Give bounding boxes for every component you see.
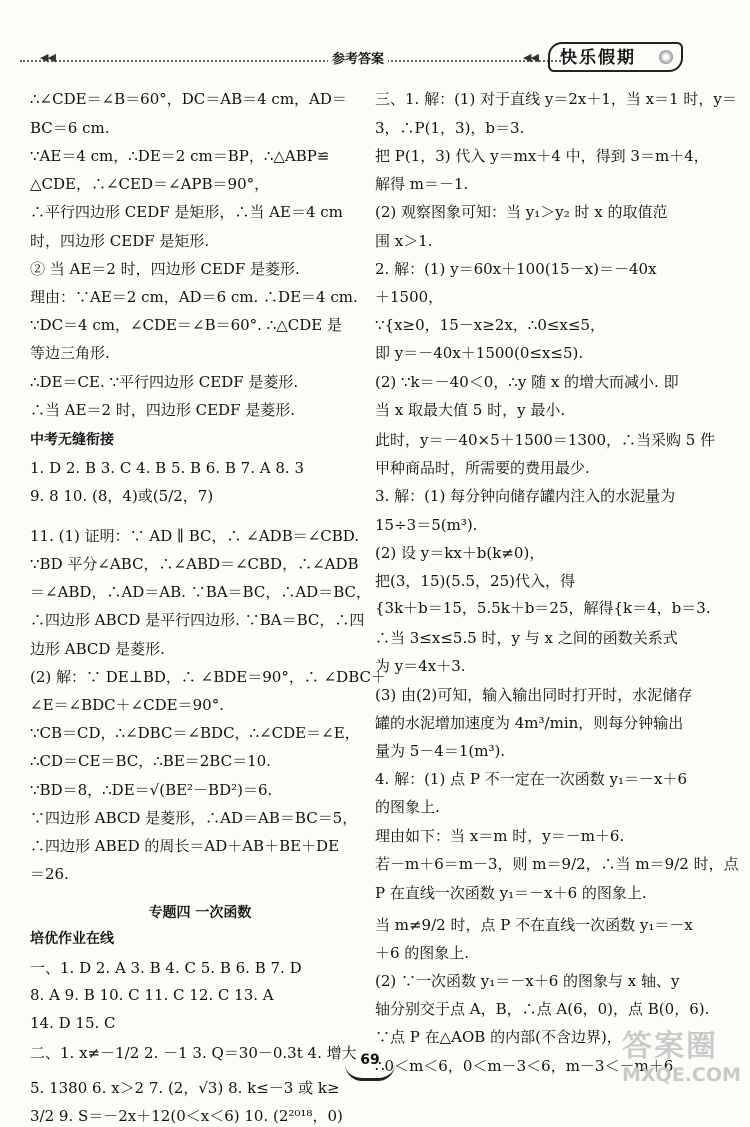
left-line: 9. 8 10. (8，4)或(5/2，7) <box>30 487 214 505</box>
left-line: ∴四边形 ABCD 是平行四边形. ∵BA＝BC，∴四 <box>30 611 365 629</box>
right-line: 轴分别交于点 A，B，∴点 A(6，0)，点 B(0，6). <box>375 1000 710 1018</box>
left-line: ∠E＝∠BDC＋∠CDE＝90°. <box>30 696 224 714</box>
right-line: P 在直线一次函数 y₁＝－x＋6 的图象上. <box>375 884 647 902</box>
left-line: 11. (1) 证明：∵ AD ∥ BC，∴ ∠ADB＝∠CBD. <box>30 527 360 545</box>
right-line: 当 m≠9/2 时，点 P 不在直线一次函数 y₁＝－x <box>375 916 693 934</box>
right-line: 15÷3＝5(m³). <box>375 516 478 534</box>
left-line: 二、1. x≠－1/2 2. －1 3. Q＝30－0.3t 4. 增大 <box>30 1044 357 1062</box>
left-line: ∴∠CDE＝∠B＝60°，DC＝AB＝4 cm，AD＝ <box>30 90 347 108</box>
right-line: (2) 设 y＝kx＋b(k≠0)， <box>375 544 545 562</box>
left-line: ∴平行四边形 CEDF 是矩形，∴当 AE＝4 cm <box>30 203 343 221</box>
right-line: 此时，y＝－40×5＋1500＝1300，∴当采购 5 件 <box>375 431 716 449</box>
page-header <box>0 40 750 80</box>
left-line: ∴CD＝CE＝BC，∴BE＝2BC＝10. <box>30 752 271 770</box>
left-line: 等边三角形. <box>30 344 110 362</box>
right-line: 甲种商品时，所需要的费用最少. <box>375 459 590 477</box>
left-line: 时，四边形 CEDF 是矩形. <box>30 232 210 250</box>
right-line: (2) ∵k＝－40＜0，∴y 随 x 的增大而减小. 即 <box>375 373 679 391</box>
right-line: ＋6 的图象上. <box>375 944 470 962</box>
left-line: 一、1. D 2. A 3. B 4. C 5. B 6. B 7. D <box>30 959 302 977</box>
right-line: (2) 观察图象可知：当 y₁＞y₂ 时 x 的取值范 <box>375 203 668 221</box>
right-line: 当 x 取最大值 5 时，y 最小. <box>375 401 566 419</box>
left-line: (2) 解：∵ DE⊥BD，∴ ∠BDE＝90°，∴ ∠DBC＋ <box>30 668 386 686</box>
left-line: ② 当 AE＝2 时，四边形 CEDF 是菱形. <box>30 260 300 278</box>
left-line: ∵四边形 ABCD 是菱形，∴AD＝AB＝BC＝5， <box>30 809 358 827</box>
header-title: 参考答案 <box>328 48 388 67</box>
left-line: △CDE，∴∠CED＝∠APB＝90°， <box>30 175 270 193</box>
right-line: 若－m＋6＝m－3，则 m＝9/2，∴当 m＝9/2 时，点 <box>375 855 739 873</box>
left-line: 1. D 2. B 3. C 4. B 5. B 6. B 7. A 8. 3 <box>30 459 304 477</box>
right-line: 2. 解：(1) y＝60x＋100(15－x)＝－40x <box>375 260 657 278</box>
left-line: ＝26. <box>30 865 69 883</box>
watermark-text: 答案圈 <box>622 1029 718 1064</box>
page-number: 69 <box>360 1052 380 1068</box>
header-dotted-rule <box>20 60 565 62</box>
right-line: 即 y＝－40x＋1500(0≤x≤5). <box>375 344 584 362</box>
left-line: ∴四边形 ABED 的周长＝AD＋AB＋BE＋DE <box>30 837 340 855</box>
right-line: (3) 由(2)可知，输入输出同时打开时，水泥储存 <box>375 686 693 704</box>
right-line: 理由如下：当 x＝m 时，y＝－m＋6. <box>375 827 625 845</box>
right-line: (2) ∵一次函数 y₁＝－x＋6 的图象与 x 轴、y <box>375 972 680 990</box>
right-line: 把(3，15)(5.5，25)代入，得 <box>375 572 575 590</box>
brand-text: 快乐假期 <box>560 48 636 68</box>
right-line: 4. 解：(1) 点 P 不一定在一次函数 y₁＝－x＋6 <box>375 770 687 788</box>
left-line: ∴当 AE＝2 时，四边形 CEDF 是菱形. <box>30 401 296 419</box>
right-line: 把 P(1，3) 代入 y＝mx＋4 中，得到 3＝m＋4， <box>375 147 709 165</box>
left-line: 中考无缝衔接 <box>30 432 114 448</box>
right-line: 解得 m＝－1. <box>375 175 469 193</box>
page-number-ornament <box>345 1064 395 1081</box>
left-line: 边形 ABCD 是菱形. <box>30 640 165 658</box>
left-line: 专题四 一次函数 <box>148 905 252 921</box>
left-line: 3/2 9. S＝－2x＋12(0＜x＜6) 10. (2²⁰¹⁸，0) <box>30 1107 343 1125</box>
right-line: 罐的水泥增加速度为 4m³/min，则每分钟输出 <box>375 714 684 732</box>
left-line: ∵DC＝4 cm，∠CDE＝∠B＝60°. ∴△CDE 是 <box>30 316 343 334</box>
left-line: 5. 1380 6. x＞2 7. (2，√3) 8. k≤－3 或 k≥ <box>30 1079 340 1097</box>
right-line: ∴当 3≤x≤5.5 时，y 与 x 之间的函数关系式 <box>375 629 678 647</box>
right-line: {3k＋b＝15，5.5k＋b＝25，解得{k＝4，b＝3. <box>375 599 711 617</box>
right-line: 量为 5－4＝1(m³). <box>375 742 506 760</box>
right-line: ∵{x≥0，15－x≥2x，∴0≤x≤5， <box>375 316 606 334</box>
left-line: ∵CB＝CD，∴∠DBC＝∠BDC，∴∠CDE＝∠E， <box>30 724 360 742</box>
watermark-logo <box>622 1029 741 1090</box>
left-line: ＝∠ABD，∴AD＝AB. ∵BA＝BC，∴AD＝BC， <box>30 583 371 601</box>
right-line: 三、1. 解：(1) 对于直线 y＝2x＋1，当 x＝1 时，y＝ <box>375 90 737 108</box>
right-line: 的图象上. <box>375 798 440 816</box>
watermark-url: MXQE.COM <box>622 1064 741 1086</box>
right-line: ∴0＜m＜6，0＜m－3＜6，m－3＜－m＋6， <box>375 1057 689 1075</box>
right-line: 围 x＞1. <box>375 232 433 250</box>
left-line: 14. D 15. C <box>30 1014 116 1032</box>
right-line: ＋1500， <box>375 288 444 306</box>
left-line: ∵AE＝4 cm，∴DE＝2 cm＝BP，∴△ABP≌ <box>30 147 330 165</box>
right-line: 3，∴P(1，3)，b＝3. <box>375 119 525 137</box>
left-line: ∵BD＝8，∴DE＝√(BE²－BD²)＝6. <box>30 781 273 799</box>
brand-badge <box>548 42 683 72</box>
left-arrows-icon: ◀◀ <box>40 51 55 64</box>
right-line: 为 y＝4x＋3. <box>375 657 466 675</box>
left-line: BC＝6 cm. <box>30 119 110 137</box>
left-line: 培优作业在线 <box>30 931 114 947</box>
left-line: 理由：∵AE＝2 cm，AD＝6 cm. ∴DE＝4 cm. <box>30 288 358 306</box>
left-line: 8. A 9. B 10. C 11. C 12. C 13. A <box>30 986 274 1004</box>
right-line: 3. 解：(1) 每分钟向储存罐内注入的水泥量为 <box>375 487 676 505</box>
left-line: ∴DE＝CE. ∵平行四边形 CEDF 是菱形. <box>30 373 299 391</box>
right-line: ∵点 P 在△AOB 的内部(不含边界)， <box>375 1028 622 1046</box>
right-arrows-icon: ◀◀ <box>523 51 538 64</box>
brand-sun-icon <box>659 50 673 64</box>
left-line: ∵BD 平分∠ABC，∴∠ABD＝∠CBD，∴∠ADB <box>30 555 359 573</box>
